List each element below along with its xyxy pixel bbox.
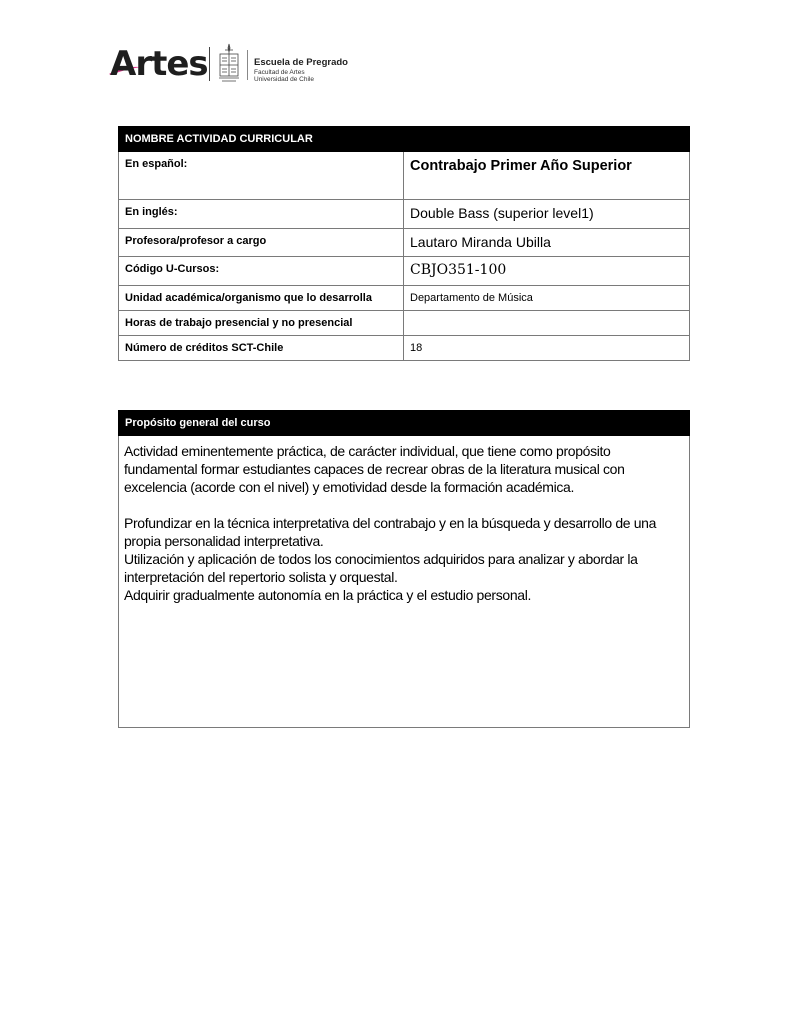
school-block [254,58,348,83]
activity-table-title: NOMBRE ACTIVIDAD CURRICULAR [119,127,690,152]
artes-logo: Artes [110,44,208,84]
row-label-english: En inglés: [119,200,404,229]
row-label-spanish: En español: [119,152,404,200]
row-value-hours [404,311,690,336]
university-seal-icon [216,43,242,83]
purpose-table [118,410,690,728]
purpose-paragraph: Utilización y aplicación de todos los conocimientos adquiridos para analizar y abordar la interpretación del repertorio solista y orquestal. [124,551,638,585]
row-value-unit: Departamento de Música [404,286,690,311]
row-label-unit: Unidad académica/organismo que lo desarrolla [119,286,404,311]
row-label-credits: Número de créditos SCT-Chile [119,336,404,361]
row-label-professor: Profesora/profesor a cargo [119,229,404,257]
university-name: Universidad de Chile [254,75,314,83]
row-value-credits: 18 [404,336,690,361]
purpose-table-title: Propósito general del curso [119,411,690,436]
purpose-body [119,436,690,728]
page-header [108,42,368,88]
header-divider-secondary [247,50,248,80]
activity-table [118,126,690,361]
purpose-paragraph: Profundizar en la técnica interpretativa del contrabajo y en la búsqueda y desarrollo de una propia personalidad interpretativa. [124,515,657,549]
row-label-hours: Horas de trabajo presencial y no presencial [119,311,404,336]
row-value-english: Double Bass (superior level1) [404,200,690,229]
row-value-code: CBJO351-100 [404,257,690,286]
row-label-code: Código U-Cursos: [119,257,404,286]
row-value-spanish: Contrabajo Primer Año Superior [404,152,690,200]
school-name: Escuela de Pregrado [254,57,348,68]
header-divider [209,47,210,81]
row-value-professor: Lautaro Miranda Ubilla [404,229,690,257]
purpose-paragraph: Adquirir gradualmente autonomía en la práctica y el estudio personal. [124,587,531,603]
faculty-name: Facultad de Artes [254,68,305,76]
purpose-paragraph: Actividad eminentemente práctica, de carácter individual, que tiene como propósito fundamental formar estudiantes capaces de recrear obras de la literatura musical con excelencia (acorde con el nivel) y emotividad desde la formación académica. [124,443,625,495]
